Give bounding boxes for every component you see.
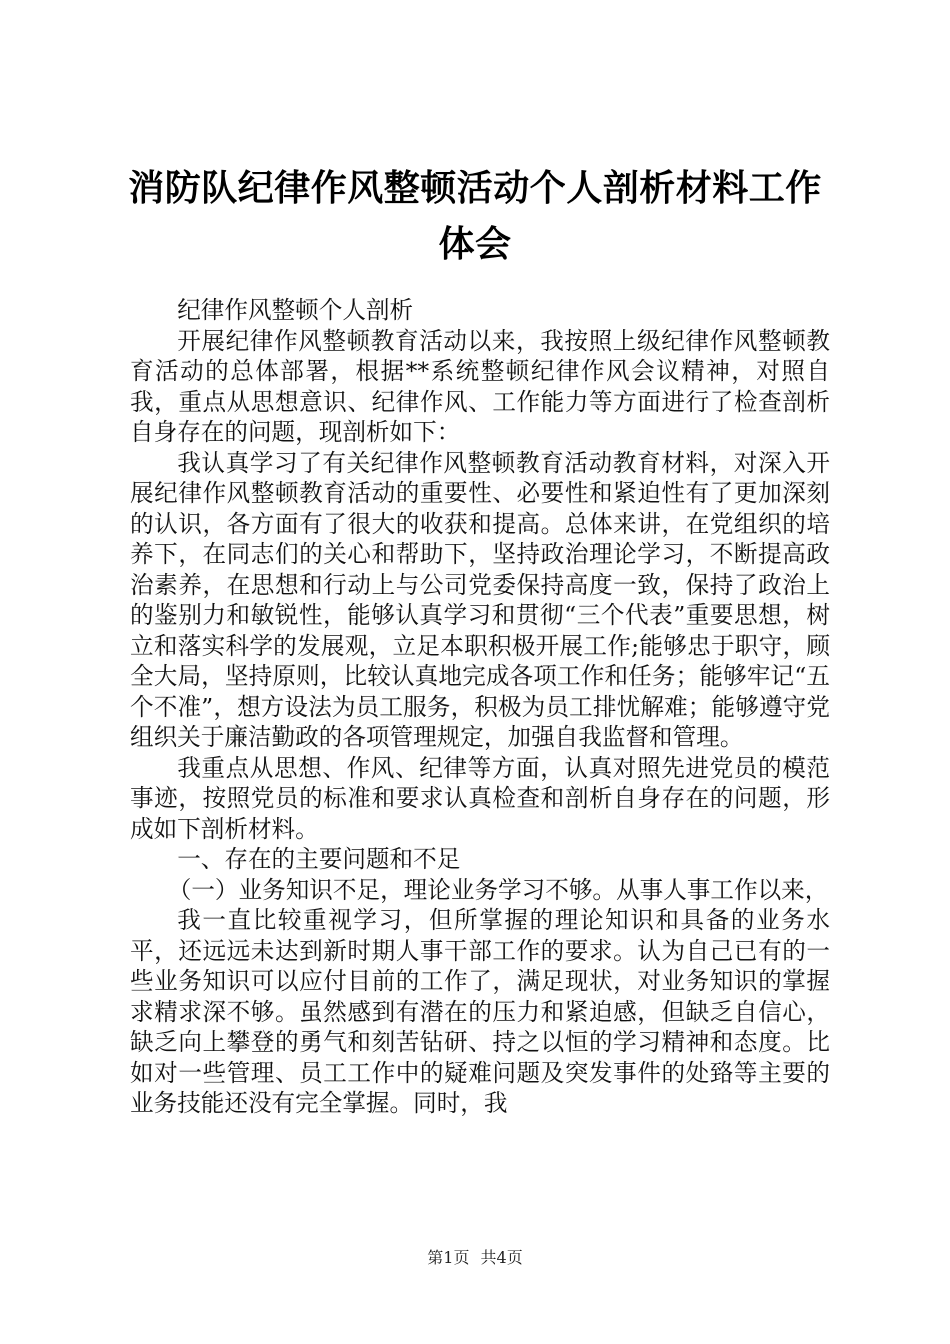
paragraph-study: 我一直比较重视学习，但所掌握的理论知识和具备的业务水平，还远远未达到新时期人事干部工作的要求。认为自己已有的一些业务知识可以应付目前的工作了，满足现状，对业务知识的掌握求精求深不够。虽然感到有潜在的压力和紧迫感，但缺乏自信心，缺乏向上攀登的勇气和刻苦钻研、持之以恒的学习精神和态度。比如对一些管理、员工工作中的疑难问题及突发事件的处臵等主要的业务技能还没有完全掌握。同时，我 [130,906,830,1117]
page-number: 第1页 [427,1248,470,1267]
paragraph-analysis: 我重点从思想、作风、纪律等方面，认真对照先进党员的模范事迹，按照党员的标准和要求认真检查和剖析自身存在的问题，形成如下剖析材料。 [130,753,830,843]
paragraph-heading: 纪律作风整顿个人剖析 [177,296,414,324]
paragraph-intro: 开展纪律作风整顿教育活动以来，我按照上级纪律作风整顿教育活动的总体部署，根据**系统整顿纪律作风会议精神，对照自我，重点从思想意识、纪律作风、工作能力等方面进行了检查剖析自身存在的问题，现剖析如下： [130,326,830,446]
page-total: 共4页 [480,1248,523,1267]
document-body [130,295,830,1119]
subsection-heading: （一）业务知识不足，理论业务学习不够。从事人事工作以来， [167,875,829,904]
page-footer [0,1245,950,1268]
document-title: 消防队纪律作风整顿活动个人剖析材料工作体会 [128,167,822,265]
section-heading: 一、存在的主要问题和不足 [177,845,461,873]
paragraph-summary: 我认真学习了有关纪律作风整顿教育活动教育材料，对深入开展纪律作风整顿教育活动的重要性、必要性和紧迫性有了更加深刻的认识，各方面有了很大的收获和提高。总体来讲，在党组织的培养下，在同志们的关心和帮助下，坚持政治理论学习，不断提高政治素养，在思想和行动上与公司党委保持高度一致，保持了政治上的鉴别力和敏锐性，能够认真学习和贯彻“三个代表”重要思想，树立和落实科学的发展观，立足本职积极开展工作;能够忠于职守，顾全大局，坚持原则，比较认真地完成各项工作和任务；能够牢记“五个不准”，想方设法为员工服务，积极为员工排忧解难；能够遵守党组织关于廉洁勤政的各项管理规定，加强自我监督和管理。 [130,448,830,751]
